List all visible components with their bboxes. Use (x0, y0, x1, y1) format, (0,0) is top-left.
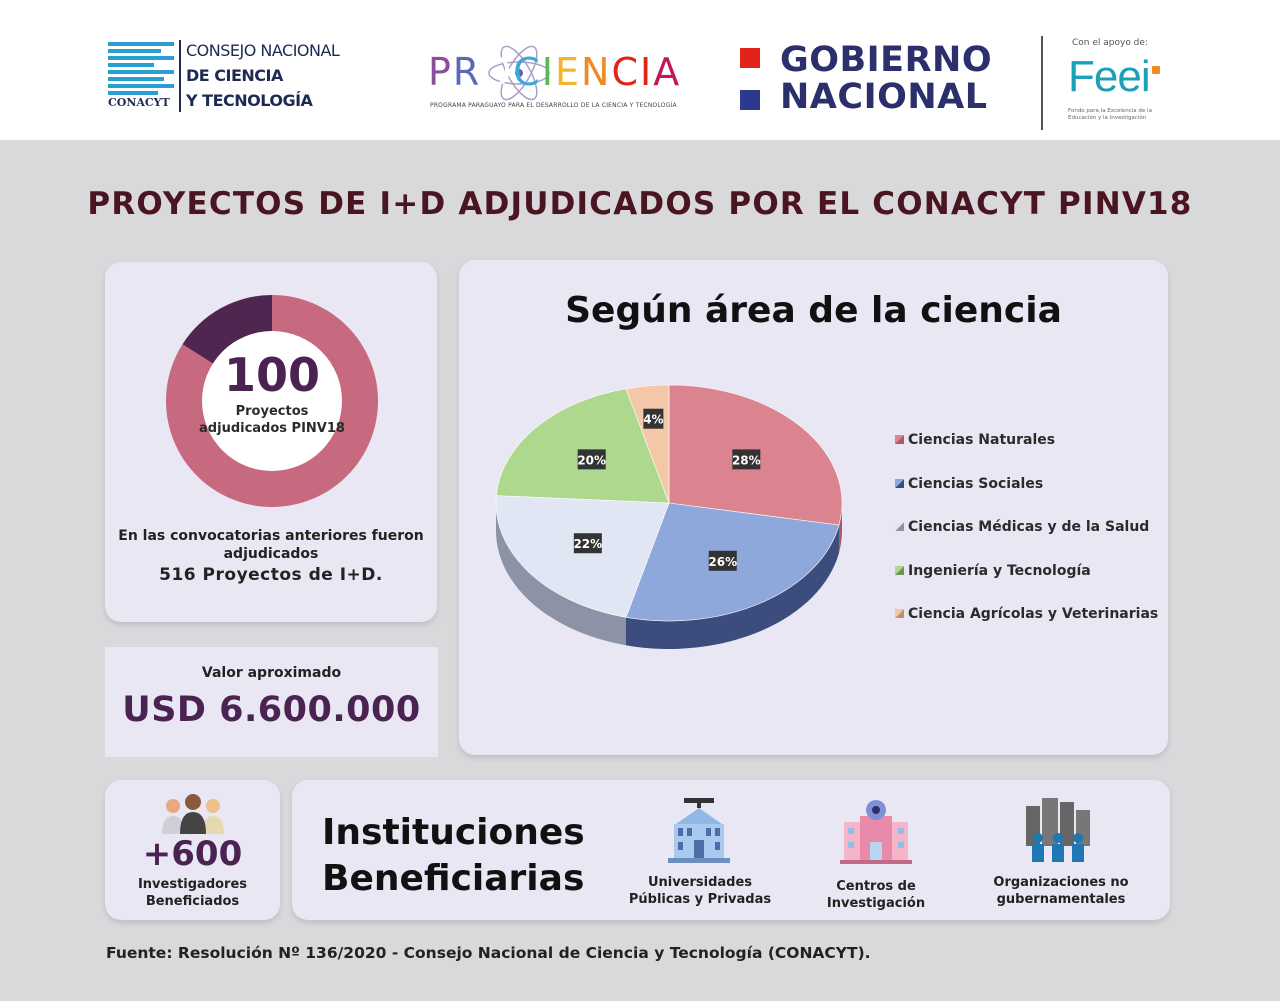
red-square-icon (740, 48, 760, 68)
legend-swatch (895, 479, 904, 488)
investigators-label: Investigadores Beneficiados (137, 877, 248, 909)
prociencia-letter: A (653, 50, 682, 94)
header (0, 0, 1280, 140)
legend-item (895, 606, 1158, 622)
legend-label: Ciencia Agrícolas y Veterinarias (908, 606, 1159, 622)
legend-swatch (895, 566, 904, 575)
feei-logo (1066, 36, 1176, 136)
feei-wordmark: Feei (1068, 52, 1150, 101)
prociencia-letter: R (452, 50, 482, 94)
investigators-number: +600 (142, 834, 243, 874)
pie-data-label: 20% (577, 453, 607, 468)
pie-data-label: 4% (643, 412, 664, 427)
legend-label: Ingeniería y Tecnología (908, 562, 1091, 579)
legend-swatch (895, 435, 904, 444)
gobierno-line2: NACIONAL (780, 77, 988, 117)
prociencia-subtitle: PROGRAMA PARAGUAYO PARA EL DESARROLLO DE LA CIENCIA Y TECNOLOGÍA (430, 102, 677, 109)
institution-universities: Universidades Públicas y Privadas (628, 875, 772, 907)
projects-number: 100 (223, 348, 321, 402)
conacyt-line2: DE CIENCIA (186, 66, 283, 85)
projects-label: Proyectos adjudicados PINV18 (199, 404, 345, 436)
pie-data-label: 22% (573, 537, 603, 552)
prociencia-letter: I (541, 50, 556, 94)
prociencia-logo (426, 40, 686, 120)
legend-item (895, 519, 1149, 535)
source-note: Fuente: Resolución Nº 136/2020 - Consejo Nacional de Ciencia y Tecnología (CONACYT). (106, 944, 871, 962)
institution-research-centers: Centros de Investigación (826, 879, 926, 911)
previous-projects-text: En las convocatorias anteriores fueron adjudicados (118, 528, 424, 562)
institutions-title (322, 810, 585, 902)
legend-item (895, 476, 1043, 492)
feei-dot-icon (1152, 66, 1160, 74)
previous-projects-count: 516 Proyectos de I+D. (159, 565, 383, 585)
conacyt-line3: Y TECNOLOGÍA (186, 91, 313, 110)
legend-label: Ciencias Médicas y de la Salud (908, 519, 1150, 535)
gobierno-logo (740, 40, 1000, 117)
support-label: Con el apoyo de: (1072, 38, 1148, 48)
prociencia-letter: C (513, 50, 542, 94)
legend-label: Ciencias Naturales (908, 432, 1056, 448)
blue-square-icon (740, 90, 760, 110)
conacyt-logo (108, 40, 378, 114)
header-divider (1041, 36, 1043, 130)
conacyt-line1: CONSEJO NACIONAL (186, 41, 340, 60)
conacyt-emblem-icon (108, 42, 174, 96)
prociencia-letter: P (428, 50, 453, 94)
institutions-title-line2: Beneficiarias (322, 858, 585, 899)
prociencia-letter: N (581, 50, 612, 94)
feei-description: Fondo para la Excelencia de la Educación y la Investigación (1068, 108, 1152, 121)
legend-label: Ciencias Sociales (908, 475, 1044, 492)
chart-title: Según área de la ciencia (565, 290, 1062, 331)
institutions-title-line1: Instituciones (322, 812, 585, 853)
conacyt-abbr: CONACYT (108, 96, 170, 109)
prociencia-letter: O (481, 50, 514, 94)
pie-data-label: 28% (731, 453, 761, 468)
legend-item (895, 563, 1091, 579)
institution-ngos: Organizaciones no gubernamentales (993, 875, 1129, 907)
prociencia-letter: E (555, 50, 582, 94)
value-amount: USD 6.600.000 (122, 690, 421, 730)
prociencia-letter: I (640, 50, 654, 94)
value-label: Valor aproximado (201, 665, 342, 681)
prociencia-wordmark (428, 50, 681, 94)
research-center-icon (838, 798, 914, 864)
university-icon (664, 796, 734, 864)
legend-swatch (895, 522, 904, 531)
pie-chart (459, 260, 1168, 755)
legend-swatch (895, 609, 904, 618)
people-icon (160, 792, 226, 834)
pie-data-label: 26% (708, 554, 738, 569)
gobierno-line1: GOBIERNO (780, 40, 993, 80)
ngo-icon (1022, 796, 1094, 864)
prociencia-letter: C (611, 50, 641, 94)
legend-item (895, 432, 1055, 448)
page-title: PROYECTOS DE I+D ADJUDICADOS POR EL CONACYT PINV18 (87, 186, 1193, 222)
